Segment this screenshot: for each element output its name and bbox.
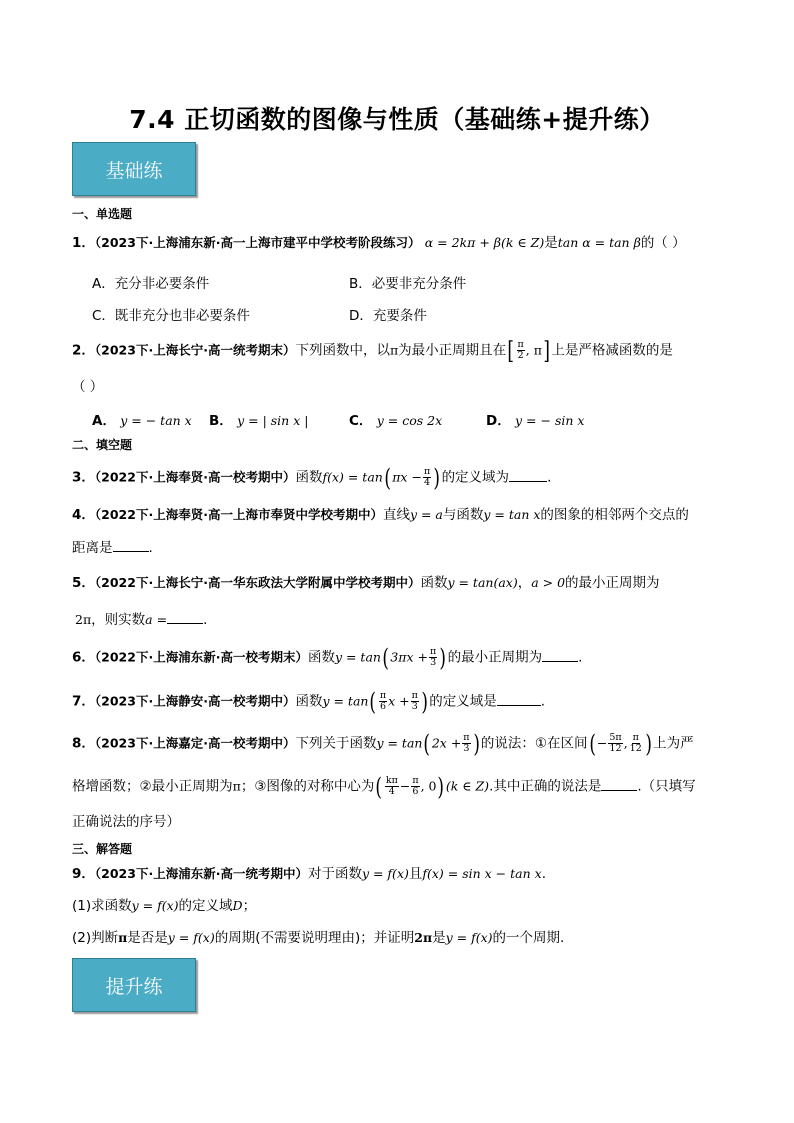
- fraction: $\frac{\pi}{3}$: [430, 646, 437, 668]
- answer-blank[interactable]: [601, 778, 637, 791]
- question-source: （2023下·上海浦东新·高一统考期中）: [94, 866, 308, 881]
- question-source: （2023下·上海长宁·高一统考期末）: [94, 342, 296, 358]
- basic-practice-banner: 基础练: [72, 142, 196, 196]
- question-source: （2022下·上海长宁·高一华东政法大学附属中学校考期中）: [94, 575, 421, 590]
- math-expression: , π: [525, 342, 542, 358]
- q1-option-b: B．必要非充分条件: [349, 276, 467, 292]
- fraction: $\frac{\pi}{3}$: [463, 732, 470, 754]
- section-multiple-choice: 一、单选题: [72, 207, 133, 221]
- answer-blank[interactable]: [497, 693, 541, 706]
- question-4-line2: 距离是 .: [72, 540, 153, 556]
- q1-option-a: A．充分非必要条件: [92, 276, 210, 292]
- q2-option-c: C． y = cos 2x: [349, 413, 443, 429]
- question-9-part1: (1)求函数y = f(x)的定义域D；: [72, 898, 257, 914]
- answer-blank[interactable]: [167, 611, 203, 624]
- answer-blank[interactable]: [542, 649, 578, 662]
- question-5: 5．（2022下·上海长宁·高一华东政法大学附属中学校考期中）函数y = tan(ax)，a > 0的最小正周期为: [72, 575, 660, 591]
- section-fill-in: 二、填空题: [72, 438, 133, 452]
- question-text: 是: [544, 235, 558, 251]
- question-source: （2023下·上海嘉定·高一校考期中）: [94, 735, 296, 751]
- page-title: 7.4 正切函数的图像与性质（基础练+提升练）: [129, 105, 665, 134]
- question-text: 为最小正周期且在: [398, 342, 507, 359]
- question-source: （2022下·上海浦东新·高一校考期末）: [94, 649, 308, 665]
- question-text: 的（ ）: [640, 235, 686, 251]
- advanced-practice-banner: 提升练: [72, 958, 196, 1012]
- fraction: $\frac{\pi}{4}$: [423, 466, 431, 488]
- question-4: 4．（2022下·上海奉贤·高一上海市奉贤中学校考期中）直线y = a与函数y = tan x的图象的相邻两个交点的: [72, 507, 689, 523]
- question-8: 8．（2023下·上海嘉定·高一校考期中）下列关于函数y = tan(2x + $\frac{\pi}{3}$ )的说法：①在区间(− $\frac{5\pi}{12}$ , $\frac{\pi}{12}$ )上为严: [72, 729, 694, 758]
- fraction: $\frac{\pi}{6}$: [412, 775, 419, 797]
- q1-option-c: C．既非充分也非必要条件: [92, 308, 250, 324]
- q1-option-d: D．充要条件: [349, 308, 427, 324]
- question-number: 2．: [72, 342, 95, 359]
- answer-blank[interactable]: [113, 539, 149, 552]
- q2-option-a: A． y = − tan x: [92, 413, 192, 429]
- question-3: 3．（2022下·上海奉贤·高一校考期中）函数f(x) = tan(πx − $\frac{\pi}{4}$ )的定义域为 .: [72, 463, 552, 492]
- fraction: $\frac{\pi}{12}$: [629, 732, 642, 754]
- question-source: （2022下·上海奉贤·高一上海市奉贤中学校考期中）: [94, 507, 383, 522]
- section-solution: 三、解答题: [72, 842, 133, 856]
- q2-option-b: B． y = | sin x |: [209, 413, 309, 429]
- fraction: $\frac{\pi}{3}$: [411, 690, 418, 712]
- fraction: $\frac{\pi}{6}$: [379, 690, 387, 712]
- fraction: $\frac{5\pi}{12}$: [609, 732, 622, 754]
- question-1: [72, 233, 722, 253]
- fraction: $\frac{\pi}{2}$: [517, 339, 524, 361]
- q2-paren: （ ）: [72, 379, 104, 395]
- question-source: （2022下·上海奉贤·高一校考期中）: [94, 469, 296, 485]
- fraction: $\frac{k\pi}{4}$: [385, 775, 398, 797]
- question-2: 2．（2023下·上海长宁·高一统考期末）下列函数中，以π为最小正周期且在[ $\frac{\pi}{2}$ , π]上是严格减函数的是: [72, 336, 673, 365]
- math-expression: tan α = tan β: [557, 235, 641, 250]
- question-6: 6．（2022下·上海浦东新·高一校考期末）函数y = tan(3πx + $\frac{\pi}{3}$ )的最小正周期为 .: [72, 643, 583, 672]
- question-text: 下列函数中，以: [295, 342, 390, 359]
- question-9-part2: (2)判断π是否是y = f(x)的周期(不需要说明理由)；并证明2π是y = f(x)的一个周期.: [72, 930, 565, 946]
- question-8-line3: 正确说法的序号）: [72, 814, 180, 830]
- question-7: 7．（2023下·上海静安·高一校考期中）函数y = tan( $\frac{\pi}{6}$ x + $\frac{\pi}{3}$ )的定义域是 .: [72, 687, 546, 716]
- answer-blank[interactable]: [509, 469, 547, 482]
- question-9: 9．（2023下·上海浦东新·高一统考期中）对于函数y = f(x)且f(x) = sin x − tan x.: [72, 866, 546, 882]
- question-source: （2023下·上海浦东新·高一上海市建平中学校考阶段练习）: [94, 235, 421, 250]
- question-text: 上是严格减函数的是: [551, 342, 673, 359]
- question-source: （2023下·上海静安·高一校考期中）: [94, 693, 296, 709]
- question-number: 1．: [72, 235, 95, 251]
- question-5-line2: 2π，则实数a = .: [75, 612, 208, 628]
- question-8-line2: 格增函数；②最小正周期为π；③图像的对称中心为( $\frac{k\pi}{4}$ − $\frac{\pi}{6}$ , 0)(k ∈ Z).其中正确的说法是 .（只填写: [72, 772, 696, 801]
- math-expression: α = 2kπ + β(k ∈ Z): [424, 235, 545, 250]
- q2-option-d: D． y = − sin x: [486, 413, 585, 429]
- math-expression: π: [389, 342, 399, 358]
